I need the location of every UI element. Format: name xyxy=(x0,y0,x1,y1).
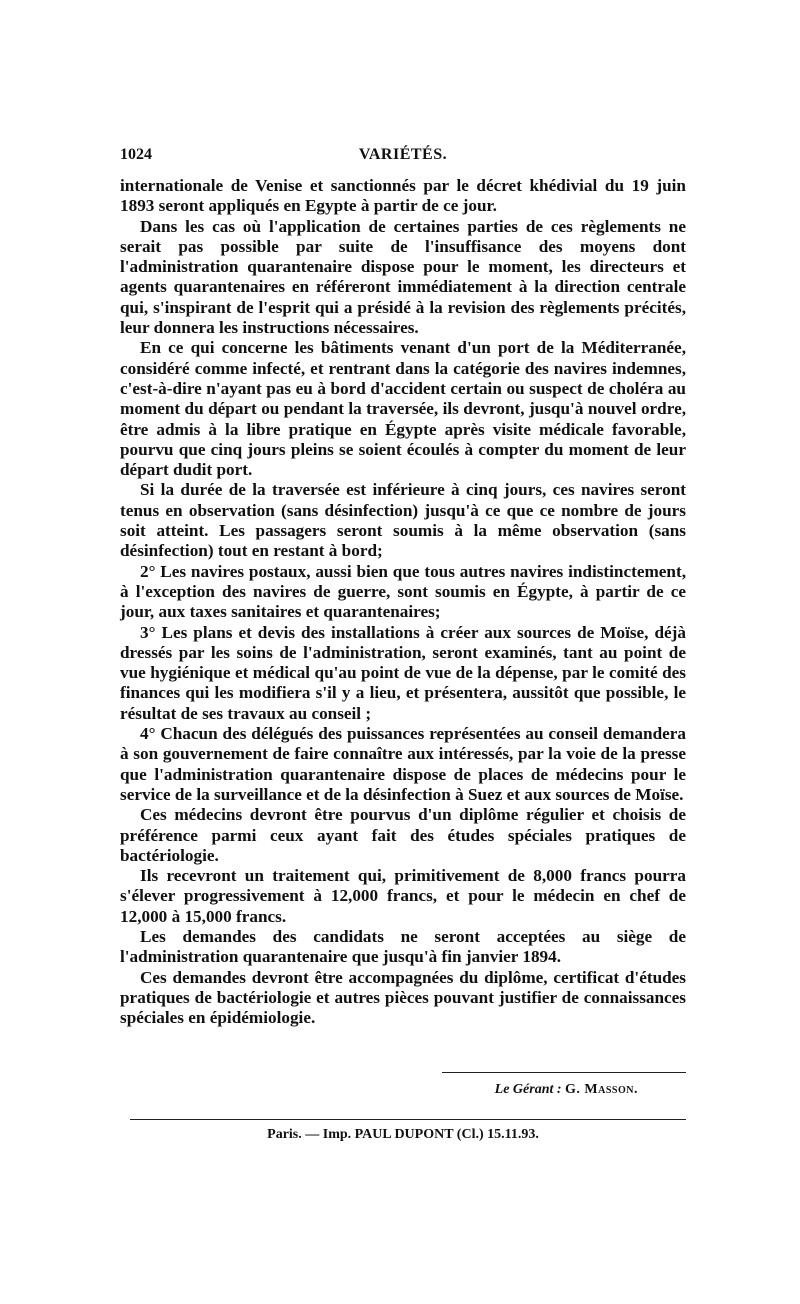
page-header xyxy=(120,146,686,168)
paragraph: Si la durée de la traversée est inférieure à cinq jours, ces navires seront tenus en observation (sans désinfection) jusqu'à ce que ce nombre de jours soit atteint. Les passagers seront soumis à la même observation (sans désinfection) tout en restant à bord; xyxy=(120,480,686,561)
paragraph: Ces demandes devront être accompagnées du diplôme, certificat d'études pratiques de bactériologie et autres pièces pouvant justifier de connaissances spéciales en épidémiologie. xyxy=(120,967,686,1028)
signature-divider xyxy=(442,1072,686,1073)
paragraph: 4° Chacun des délégués des puissances représentées au conseil demandera à son gouvernement de faire connaître aux intéressés, par la voie de la presse que l'administration quarantenaire dispose de places de médecins pour le service de la surveillance et de la désinfection à Suez et aux sources de Moïse. xyxy=(120,724,686,804)
page-number: 1024 xyxy=(120,146,152,163)
running-head: VARIÉTÉS. xyxy=(358,146,448,163)
paragraph: Ils recevront un traitement qui, primitivement de 8,000 francs pourra s'élever progressivement à 12,000 francs, et pour le médecin en chef de 12,000 à 15,000 francs. xyxy=(120,866,686,926)
signature-name: G. Masson. xyxy=(565,1082,638,1097)
paragraph: Dans les cas où l'application de certaines parties de ces règlements ne serait pas possible par suite de l'insuffisance des moyens dont l'administration quarantenaire dispose pour le moment, les directeurs et agents quarantenaires en référeront immédiatement à la direction centrale qui, s'inspirant de l'esprit qui a présidé à la revision des règlements précités, leur donnera les instructions nécessaires. xyxy=(120,216,686,338)
signature-label: Le Gérant : xyxy=(494,1082,562,1097)
paragraph: En ce qui concerne les bâtiments venant d'un port de la Méditerranée, considéré comme infecté, et rentrant dans la catégorie des navires indemnes, c'est-à-dire n'ayant pas eu à bord d'accident certain ou suspect de choléra au moment du départ ou pendant la traversée, ils devront, jusqu'à nouvel ordre, être admis à la libre pratique en Égypte après visite médicale favorable, pourvu que cinq jours pleins se soient écoulés à compter du moment de leur départ dudit port. xyxy=(120,338,686,480)
document-page xyxy=(120,0,686,1304)
signature-line xyxy=(442,1082,638,1098)
paragraph: internationale de Venise et sanctionnés par le décret khédivial du 19 juin 1893 seront appliqués en Egypte à partir de ce jour. xyxy=(120,176,686,216)
paragraph: 2° Les navires postaux, aussi bien que tous autres navires indistinctement, à l'exception des navires de guerre, sont soumis en Égypte, à partir de ce jour, aux taxes sanitaires et quarantenaires; xyxy=(120,561,686,622)
paragraph: Les demandes des candidats ne seront acceptées au siège de l'administration quarantenaire que jusqu'à fin janvier 1894. xyxy=(120,926,686,967)
body-text xyxy=(120,176,686,1028)
paragraph: Ces médecins devront être pourvus d'un diplôme régulier et choisis de préférence parmi ceux ayant fait des études spéciales pratiques de bactériologie. xyxy=(120,805,686,865)
footer-divider xyxy=(130,1119,686,1120)
printer-imprint: Paris. — Imp. PAUL DUPONT (Cl.) 15.11.93. xyxy=(267,1127,539,1142)
paragraph: 3° Les plans et devis des installations à créer aux sources de Moïse, déjà dressés par les soins de l'administration, seront examinés, tant au point de vue hygiénique et médical qu'au point de vue de la dépense, par le comité des finances qui les modifiera s'il y a lieu, et présentera, aussitôt que possible, le résultat de ses travaux au conseil ; xyxy=(120,622,686,723)
